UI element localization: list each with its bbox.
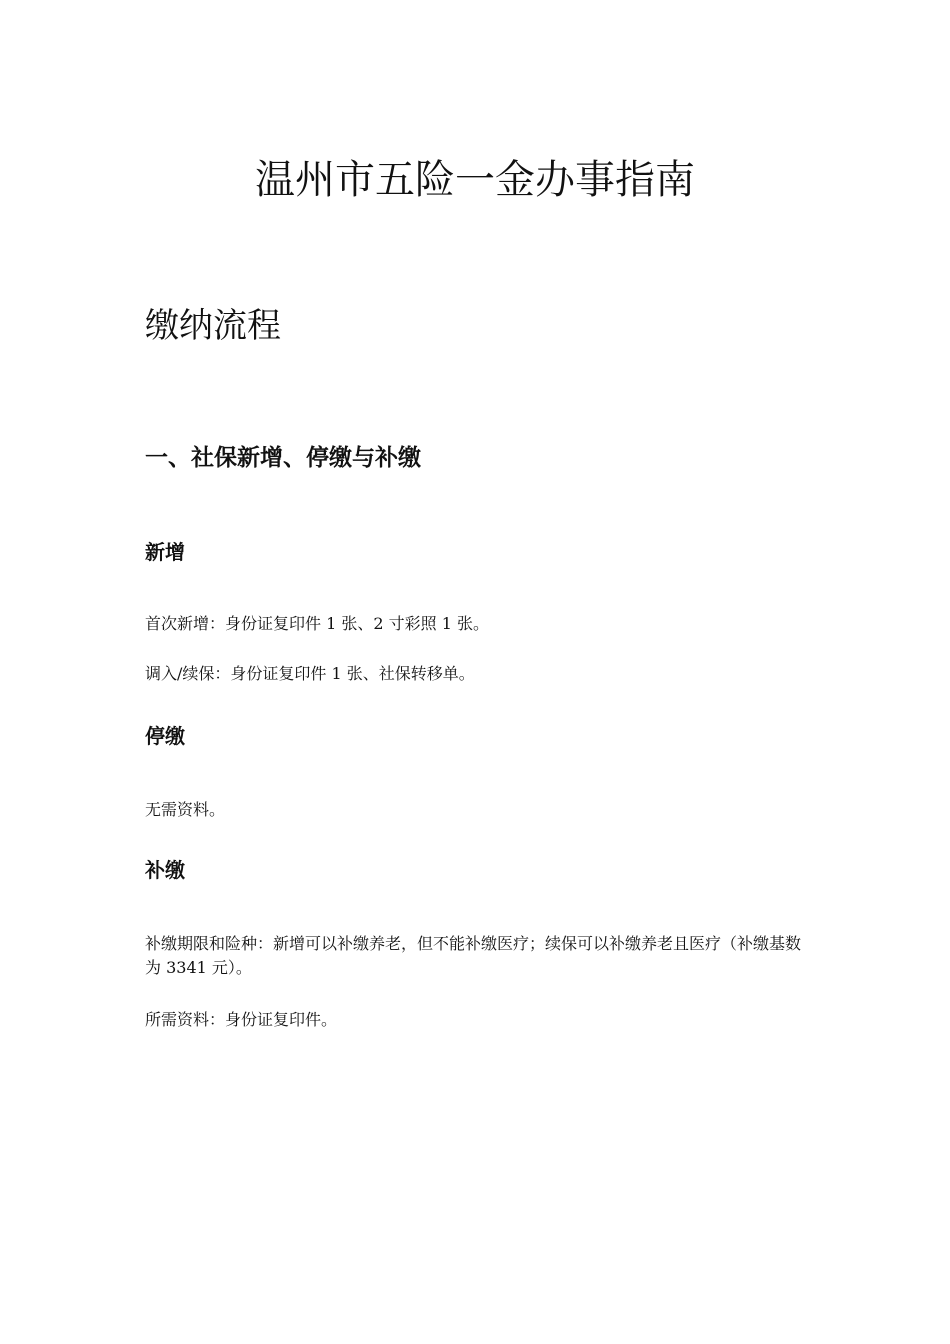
paragraph-first-enroll: 首次新增：身份证复印件 1 张、2 寸彩照 1 张。 — [145, 614, 489, 633]
heading-payment-process: 缴纳流程 — [145, 306, 281, 346]
heading-xinzeng: 新增 — [145, 540, 185, 564]
heading-bujiao: 补缴 — [145, 858, 185, 882]
heading-section-1: 一、社保新增、停缴与补缴 — [145, 445, 421, 471]
paragraph-bujiao-materials: 所需资料：身份证复印件。 — [145, 1010, 338, 1029]
paragraph-no-materials: 无需资料。 — [145, 800, 226, 819]
document-title: 温州市五险一金办事指南 — [255, 157, 695, 203]
paragraph-bujiao-scope: 补缴期限和险种：新增可以补缴养老，但不能补缴医疗；续保可以补缴养老且医疗（补缴基数为 3341 元）。 — [145, 934, 802, 977]
paragraph-transfer-in: 调入/续保：身份证复印件 1 张、社保转移单。 — [145, 664, 475, 683]
heading-tingjiao: 停缴 — [145, 724, 185, 748]
